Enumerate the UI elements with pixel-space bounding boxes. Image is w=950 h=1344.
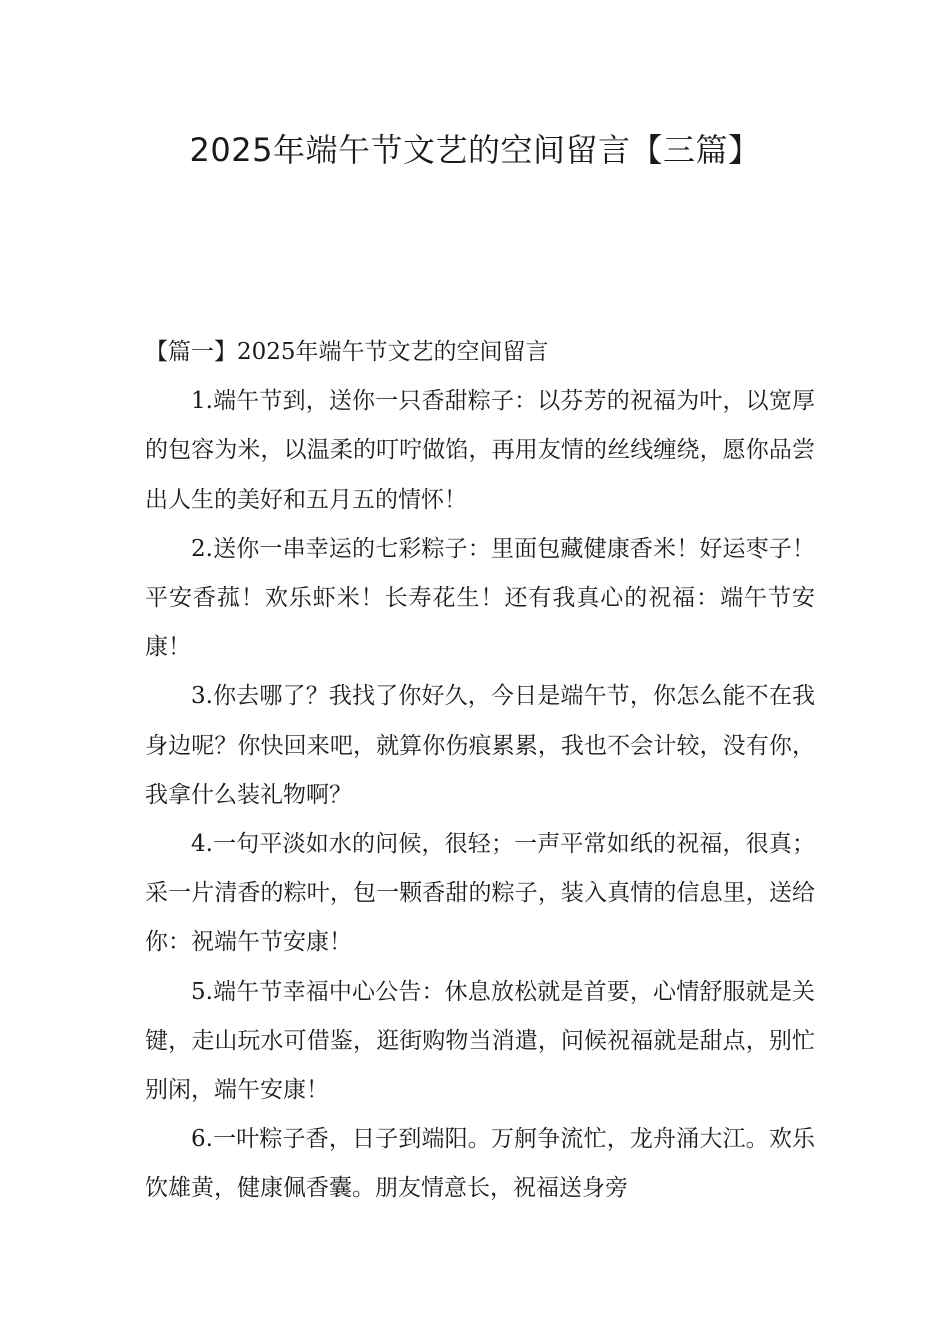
paragraph-1: 1.端午节到，送你一只香甜粽子：以芬芳的祝福为叶，以宽厚的包容为米，以温柔的叮咛做馅，再用友情的丝线缠绕，愿你品尝出人生的美好和五月五的情怀！ <box>145 388 815 513</box>
paragraph-2: 2.送你一串幸运的七彩粽子：里面包藏健康香米！好运枣子！平安香菰！欢乐虾米！长寿花生！还有我真心的祝福：端午节安康！ <box>145 535 815 661</box>
paragraph-5: 5.端午节幸福中心公告：休息放松就是首要，心情舒服就是关键，走山玩水可借鉴，逛街购物当消遣，问候祝福就是甜点，别忙别闲，端午安康！ <box>145 978 815 1104</box>
paragraph-4: 4.一句平淡如水的问候，很轻；一声平常如纸的祝福，很真；采一片清香的粽叶，包一颗香甜的粽子，装入真情的信息里，送给你：祝端午节安康！ <box>145 831 815 956</box>
paragraph-3: 3.你去哪了？我找了你好久，今日是端午节，你怎么能不在我身边呢？你快回来吧，就算你伤痕累累，我也不会计较，没有你，我拿什么装礼物啊？ <box>145 683 815 808</box>
document-body <box>145 328 815 1214</box>
document-title: 2025年端午节文艺的空间留言【三篇】 <box>189 131 761 169</box>
paragraph-6: 6.一叶粽子香，日子到端阳。万舸争流忙，龙舟涌大江。欢乐饮雄黄，健康佩香囊。朋友情意长，祝福送身旁 <box>145 1126 815 1202</box>
section-heading: 【篇一】2025年端午节文艺的空间留言 <box>145 339 549 365</box>
